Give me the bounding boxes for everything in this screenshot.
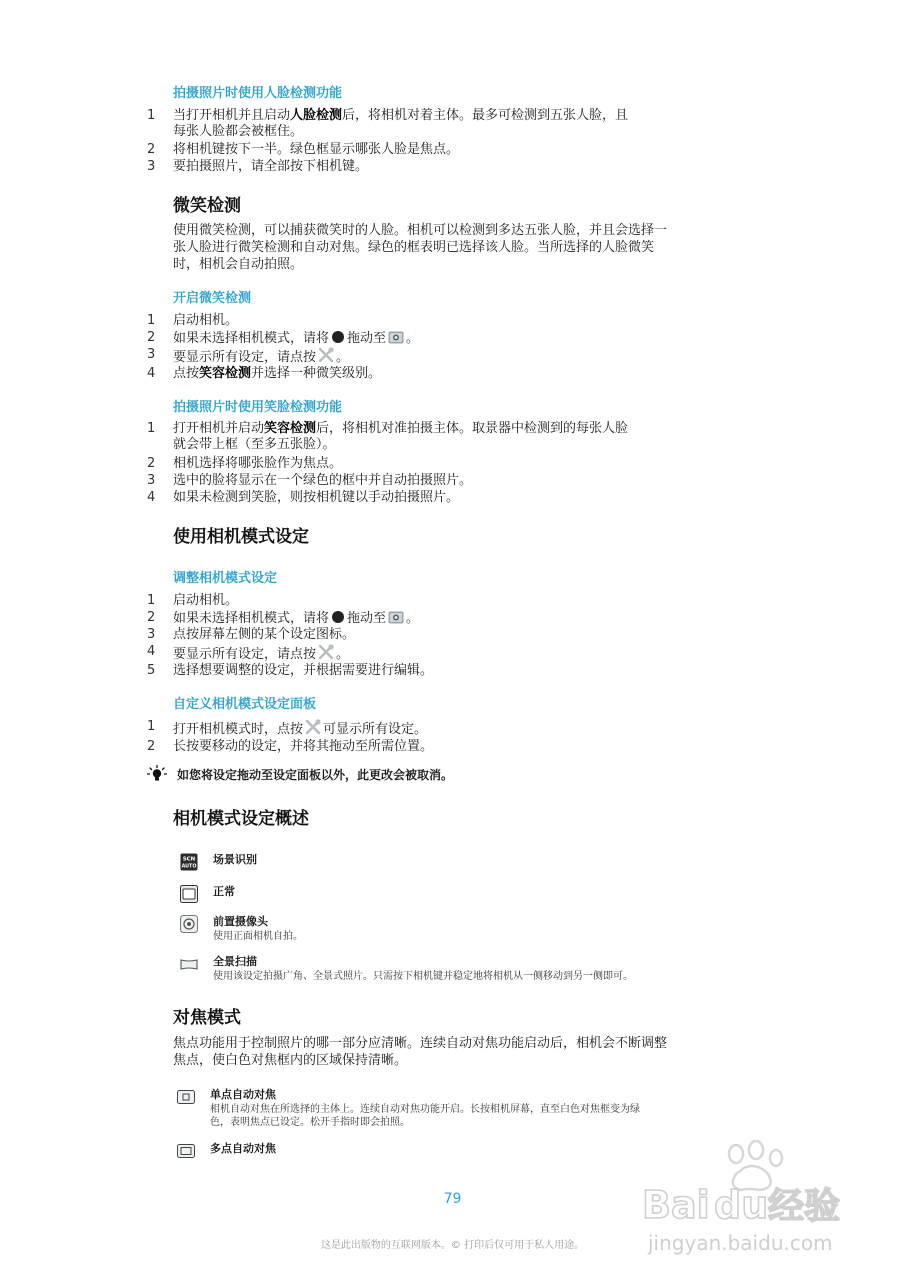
step-1: 1 启动相机。 bbox=[147, 313, 239, 328]
overview-item-scene bbox=[180, 853, 780, 875]
mode-slider-knob-icon bbox=[331, 610, 345, 624]
lightbulb-icon bbox=[147, 765, 167, 783]
front-camera-icon bbox=[180, 915, 198, 933]
focus-item-title: 单点自动对焦 bbox=[210, 1088, 276, 1101]
page-footer: 这是此出版物的互联网版本。© 打印后仅可用于私人用途。 bbox=[320, 1240, 585, 1251]
mode-overview-heading: 相机模式设定概述 bbox=[173, 809, 309, 829]
camera-mode-icon bbox=[388, 610, 404, 624]
step-3: 3 点按屏幕左侧的某个设定图标。 bbox=[147, 627, 356, 642]
tip-note bbox=[147, 765, 767, 783]
smile-shoot-title: 拍摄照片时使用笑脸检测功能 bbox=[173, 400, 343, 415]
step-2: 2 将相机键按下一半。绿色框显示哪张人脸是焦点。 bbox=[147, 142, 460, 157]
step-2: 2 如果未选择相机模式，请将 拖动至 。 bbox=[147, 330, 420, 346]
panorama-icon bbox=[180, 955, 198, 973]
overview-item-desc: 使用正面相机自拍。 bbox=[213, 931, 303, 942]
step-3: 3 选中的脸将显示在一个绿色的框中并自动拍摄照片。 bbox=[147, 473, 473, 488]
focus-item-title: 多点自动对焦 bbox=[210, 1142, 276, 1155]
settings-tools-icon bbox=[305, 719, 321, 735]
normal-mode-icon bbox=[180, 885, 198, 903]
step-2: 2 长按要移动的设定，并将其拖动至所需位置。 bbox=[147, 739, 434, 754]
adjust-settings-title: 调整相机模式设定 bbox=[173, 571, 278, 586]
camera-mode-icon bbox=[388, 330, 404, 344]
enable-smile-title: 开启微笑检测 bbox=[173, 291, 252, 306]
multi-autofocus-icon bbox=[177, 1142, 195, 1160]
step-2: 2 如果未选择相机模式，请将 拖动至 。 bbox=[147, 610, 420, 626]
step-number: 1 bbox=[147, 108, 156, 123]
focus-mode-heading: 对焦模式 bbox=[173, 1008, 241, 1028]
watermark-brand-2: du bbox=[714, 1183, 769, 1227]
step-1: 1 打开相机模式时，点按 可显示所有设定。 bbox=[147, 719, 428, 737]
focus-item-desc: 相机自动对焦在所选择的主体上。连续自动对焦功能开启。长按相机屏幕，直至白色对焦框变为绿 色，表明焦点已设定。松开手指时即会拍照。 bbox=[210, 1104, 640, 1128]
settings-tools-icon bbox=[318, 644, 334, 660]
settings-tools-icon bbox=[318, 347, 334, 363]
smile-detection-heading: 微笑检测 bbox=[173, 196, 241, 216]
focus-item-single bbox=[177, 1088, 777, 1130]
step-4: 4 如果未检测到笑脸，则按相机键以手动拍摄照片。 bbox=[147, 490, 460, 505]
overview-item-normal bbox=[180, 885, 780, 907]
step-1: 1 启动相机。 bbox=[147, 593, 239, 608]
watermark-url: jingyan.baidu.com bbox=[648, 1231, 833, 1255]
overview-item-desc: 使用该设定拍摄广角、全景式照片。只需按下相机键并稳定地将相机从一侧移动到另一侧即可。 bbox=[213, 971, 633, 982]
focus-mode-paragraph: 焦点功能用于控制照片的哪一部分应清晰。连续自动对焦功能启动后，相机会不断调整 焦点，使白色对焦框内的区域保持清晰。 bbox=[173, 1036, 668, 1068]
step-5: 5 选择想要调整的设定，并根据需要进行编辑。 bbox=[147, 663, 434, 678]
step-1: 1 打开相机并启动笑容检测后，将相机对准拍摄主体。取景器中检测到的每张人脸 就会带上框（至多五张脸）。 bbox=[147, 421, 629, 452]
smile-detection-paragraph: 使用微笑检测，可以捕获微笑时的人脸。相机可以检测到多达五张人脸，并且会选择一 张人脸进行微笑检测和自动对焦。绿色的框表明已选择该人脸。当所选择的人脸微笑 时，相机会自动拍照。 bbox=[173, 223, 668, 272]
page-number: 79 bbox=[443, 1191, 462, 1207]
step-4: 4 要显示所有设定，请点按 。 bbox=[147, 644, 350, 662]
mode-settings-heading: 使用相机模式设定 bbox=[173, 527, 309, 547]
step-text: 当打开相机并且启动人脸检测后，将相机对着主体。最多可检测到五张人脸，且 每张人脸都会被框住。 bbox=[173, 108, 629, 139]
baidu-jingyan-watermark bbox=[640, 1140, 870, 1270]
scene-icon-sublabel: AUTO bbox=[181, 864, 197, 870]
step-4: 4 点按笑容检测并选择一种微笑级别。 bbox=[147, 366, 382, 381]
watermark-brand: Bai bbox=[642, 1183, 710, 1227]
overview-item-title: 场景识别 bbox=[213, 853, 257, 866]
scene-recognition-icon bbox=[180, 853, 198, 871]
step-1 bbox=[147, 108, 767, 140]
single-autofocus-icon bbox=[177, 1088, 195, 1106]
face-detection-title: 拍摄照片时使用人脸检测功能 bbox=[173, 86, 343, 101]
step-3: 3 要显示所有设定，请点按 。 bbox=[147, 347, 350, 365]
watermark-cn: 经验 bbox=[768, 1186, 841, 1227]
step-2: 2 相机选择将哪张脸作为焦点。 bbox=[147, 456, 343, 471]
overview-item-title: 全景扫描 bbox=[213, 955, 257, 968]
overview-item-title: 前置摄像头 bbox=[213, 915, 268, 928]
overview-item-front-camera bbox=[180, 915, 780, 945]
scene-icon-label: SCN bbox=[182, 856, 196, 863]
mode-slider-knob-icon bbox=[331, 330, 345, 344]
custom-panel-title: 自定义相机模式设定面板 bbox=[173, 697, 317, 712]
tip-text: 如您将设定拖动至设定面板以外，此更改会被取消。 bbox=[177, 768, 454, 782]
overview-item-sweep-panorama bbox=[180, 955, 780, 985]
step-3: 3 要拍摄照片，请全部按下相机键。 bbox=[147, 159, 369, 174]
overview-item-title: 正常 bbox=[213, 885, 235, 898]
